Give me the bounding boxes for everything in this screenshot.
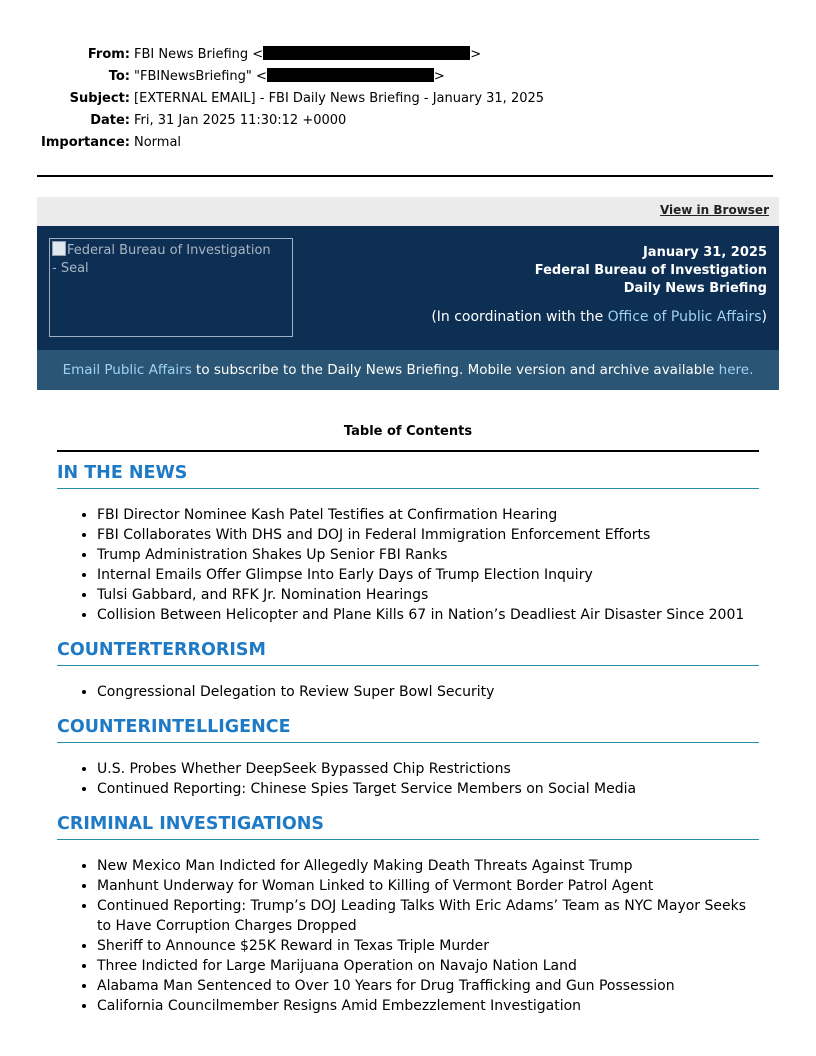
view-in-browser-bar bbox=[37, 197, 779, 226]
article-link[interactable]: • Congressional Delegation to Review Super Bowl Security bbox=[97, 682, 759, 702]
section-divider bbox=[57, 665, 759, 666]
article-list bbox=[57, 759, 759, 799]
article-link[interactable]: • Trump Administration Shakes Up Senior FBI Ranks bbox=[97, 545, 759, 565]
date-label: Date: bbox=[90, 113, 130, 128]
to-row bbox=[40, 66, 544, 88]
importance-label: Importance: bbox=[41, 135, 130, 150]
banner-title-block bbox=[535, 244, 767, 298]
from-label: From: bbox=[87, 47, 130, 62]
importance-value: Normal bbox=[134, 135, 182, 150]
toc-title: Table of Contents bbox=[343, 424, 473, 439]
article-link[interactable]: • FBI Director Nominee Kash Patel Testifies at Confirmation Hearing bbox=[97, 505, 759, 525]
article-link[interactable]: • U.S. Probes Whether DeepSeek Bypassed Chip Restrictions bbox=[97, 759, 759, 779]
seal-alt-text: Federal Bureau of Investigation - Seal bbox=[52, 243, 271, 276]
from-sender: FBI News Briefing < bbox=[134, 47, 264, 62]
section-counterintelligence bbox=[57, 715, 759, 799]
organization-name: Federal Bureau of Investigation bbox=[534, 263, 767, 278]
subject-row bbox=[40, 88, 544, 110]
article-link[interactable]: • Sheriff to Announce $25K Reward in Texas Triple Murder bbox=[97, 936, 759, 956]
archive-here-link[interactable]: here. bbox=[718, 362, 754, 378]
article-link[interactable]: • Three Indicted for Large Marijuana Operation on Navajo Nation Land bbox=[97, 956, 759, 976]
briefing-name: Daily News Briefing bbox=[623, 281, 767, 296]
date-value: Fri, 31 Jan 2025 11:30:12 +0000 bbox=[134, 113, 347, 128]
office-of-public-affairs-link[interactable]: Office of Public Affairs bbox=[607, 309, 762, 325]
article-link[interactable]: • California Councilmember Resigns Amid Embezzlement Investigation bbox=[97, 996, 759, 1016]
coordination-note bbox=[431, 309, 767, 325]
to-recipient: "FBINewsBriefing" < bbox=[134, 69, 267, 84]
article-list bbox=[57, 682, 759, 702]
to-value bbox=[134, 66, 445, 88]
view-in-browser-link[interactable]: View in Browser bbox=[659, 203, 769, 217]
briefing-date: January 31, 2025 bbox=[642, 245, 767, 260]
fbi-seal-image bbox=[49, 238, 293, 337]
toc-divider bbox=[57, 450, 759, 452]
section-in-the-news bbox=[57, 461, 759, 625]
date-row bbox=[40, 110, 544, 132]
article-list bbox=[57, 856, 759, 1016]
header-divider bbox=[37, 175, 773, 177]
article-link[interactable]: • Internal Emails Offer Glimpse Into Early Days of Trump Election Inquiry bbox=[97, 565, 759, 585]
section-divider bbox=[57, 742, 759, 743]
broken-image-icon bbox=[52, 241, 66, 256]
from-row bbox=[40, 44, 544, 66]
email-header bbox=[40, 44, 544, 154]
article-link[interactable]: • FBI Collaborates With DHS and DOJ in Federal Immigration Enforcement Efforts bbox=[97, 525, 759, 545]
article-list bbox=[57, 505, 759, 625]
section-divider bbox=[57, 839, 759, 840]
redaction-bar bbox=[267, 68, 434, 82]
article-link[interactable]: • Tulsi Gabbard, and RFK Jr. Nomination Hearings bbox=[97, 585, 759, 605]
from-suffix: > bbox=[470, 47, 482, 62]
article-link[interactable]: • Continued Reporting: Chinese Spies Target Service Members on Social Media bbox=[97, 779, 759, 799]
subject-label: Subject: bbox=[69, 91, 130, 106]
article-link[interactable]: • New Mexico Man Indicted for Allegedly Making Death Threats Against Trump bbox=[97, 856, 759, 876]
coord-prefix: (In coordination with the bbox=[431, 309, 608, 325]
section-title: COUNTERINTELLIGENCE bbox=[57, 717, 291, 737]
section-title: COUNTERTERRORISM bbox=[57, 640, 266, 660]
subscribe-bar bbox=[37, 350, 779, 390]
article-link[interactable]: • Collision Between Helicopter and Plane Kills 67 in Nation’s Deadliest Air Disaster Since 2001 bbox=[97, 605, 759, 625]
subject-value: [EXTERNAL EMAIL] - FBI Daily News Briefing - January 31, 2025 bbox=[134, 91, 545, 106]
redaction-bar bbox=[263, 46, 470, 60]
email-public-affairs-link[interactable]: Email Public Affairs bbox=[62, 362, 192, 378]
to-label: To: bbox=[108, 69, 130, 84]
subscribe-text: to subscribe to the Daily News Briefing. Mobile version and archive available bbox=[191, 362, 719, 378]
article-link[interactable]: • Continued Reporting: Trump’s DOJ Leading Talks With Eric Adams’ Team as NYC Mayor Seeks to Have Corruption Charges Dropped bbox=[97, 896, 759, 936]
briefing-banner bbox=[37, 226, 779, 350]
importance-row bbox=[40, 132, 544, 154]
section-title: CRIMINAL INVESTIGATIONS bbox=[57, 814, 325, 834]
section-title: IN THE NEWS bbox=[57, 463, 188, 483]
section-criminal-investigations bbox=[57, 812, 759, 1016]
article-link[interactable]: • Manhunt Underway for Woman Linked to Killing of Vermont Border Patrol Agent bbox=[97, 876, 759, 896]
coord-suffix: ) bbox=[761, 309, 767, 325]
to-suffix: > bbox=[433, 69, 445, 84]
section-divider bbox=[57, 488, 759, 489]
section-counterterrorism bbox=[57, 638, 759, 702]
from-value bbox=[134, 44, 481, 66]
article-link[interactable]: • Alabama Man Sentenced to Over 10 Years for Drug Trafficking and Gun Possession bbox=[97, 976, 759, 996]
